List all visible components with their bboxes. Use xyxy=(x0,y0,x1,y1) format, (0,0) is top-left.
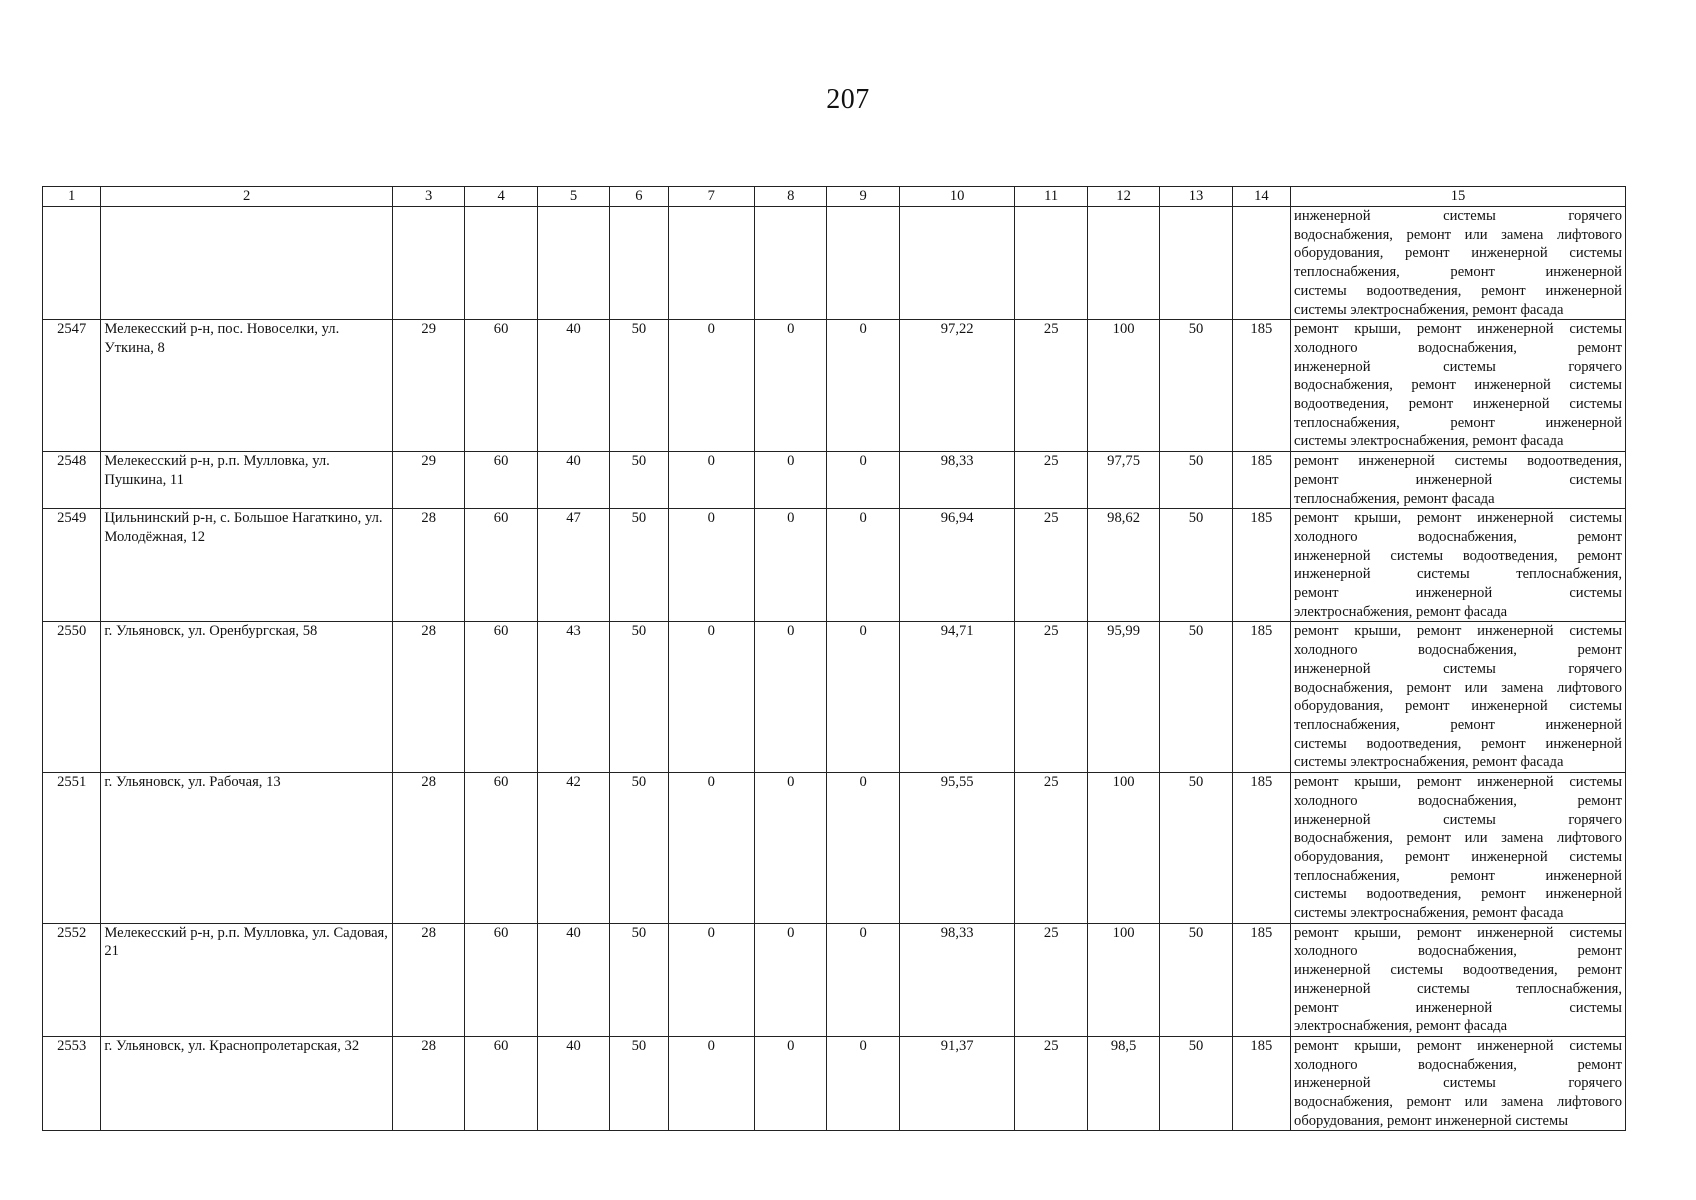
table-row xyxy=(43,320,1626,452)
description-line: ремонт крыши, ремонт инженерной системы xyxy=(1294,510,1622,527)
cell-col-4: 60 xyxy=(465,622,537,773)
cell-col-13: 50 xyxy=(1160,509,1232,622)
description-line xyxy=(1294,471,1622,490)
description-line xyxy=(1294,867,1622,886)
cell-col-14: 185 xyxy=(1232,923,1290,1036)
cell-col-9: 0 xyxy=(827,773,899,924)
cell-col-11: 25 xyxy=(1015,1036,1087,1131)
cell-col-6: 50 xyxy=(610,622,668,773)
description-word: холодного xyxy=(1294,528,1358,545)
column-number-6: 6 xyxy=(610,187,668,207)
description-word: инженерной xyxy=(1545,264,1622,281)
cell-col-12: 98,62 xyxy=(1087,509,1159,622)
description-word: инженерной xyxy=(1294,208,1371,224)
description-word: ремонт xyxy=(1294,999,1339,1016)
cell-row-number: 2547 xyxy=(43,320,101,452)
cell-col-7: 0 xyxy=(668,923,754,1036)
column-number-5: 5 xyxy=(537,187,609,207)
cell-col-8: 0 xyxy=(755,923,827,1036)
description-word: инженерной xyxy=(1294,358,1371,375)
description-word: инженерной xyxy=(1545,716,1622,733)
description-word: ремонт xyxy=(1450,264,1495,281)
description-word: холодного xyxy=(1294,642,1358,659)
description-line: системы водоотведения, ремонт инженерной xyxy=(1294,735,1622,752)
description-line: ремонт крыши, ремонт инженерной системы xyxy=(1294,924,1622,941)
description-word: теплоснабжения, xyxy=(1294,264,1400,281)
description-word: ремонт xyxy=(1577,943,1622,960)
cell-row-number: 2553 xyxy=(43,1036,101,1131)
description-line xyxy=(1294,660,1622,679)
cell-col-3: 28 xyxy=(392,923,464,1036)
description-word: системы xyxy=(1443,660,1496,677)
description-word: ремонт xyxy=(1450,867,1495,884)
cell-row-number: 2548 xyxy=(43,452,101,509)
cell-col-8: 0 xyxy=(755,509,827,622)
description-word: горячего xyxy=(1568,1075,1622,1092)
cell-address: Мелекесский р-н, р.п. Мулловка, ул. Садовая, 21 xyxy=(101,923,393,1036)
description-word: системы xyxy=(1443,1075,1496,1092)
description-word: теплоснабжения, xyxy=(1516,566,1622,583)
column-number-11: 11 xyxy=(1015,187,1087,207)
cell-row-number: 2551 xyxy=(43,773,101,924)
cell-col-6 xyxy=(610,207,668,320)
description-word: ремонт xyxy=(1294,471,1339,488)
column-number-7: 7 xyxy=(668,187,754,207)
cell-col-5 xyxy=(537,207,609,320)
cell-col-6: 50 xyxy=(610,452,668,509)
cell-col-12: 100 xyxy=(1087,320,1159,452)
cell-work-description xyxy=(1291,773,1626,924)
description-word: водоснабжения, xyxy=(1418,642,1517,659)
cell-address xyxy=(101,207,393,320)
cell-col-11: 25 xyxy=(1015,509,1087,622)
column-number-3: 3 xyxy=(392,187,464,207)
description-line: ремонт крыши, ремонт инженерной системы xyxy=(1294,321,1622,338)
cell-address: Цильнинский р-н, с. Большое Нагаткино, ул. Молодёжная, 12 xyxy=(101,509,393,622)
description-word: инженерной xyxy=(1294,980,1371,997)
description-word: теплоснабжения, xyxy=(1294,716,1400,733)
cell-col-10: 98,33 xyxy=(899,452,1015,509)
cell-col-12: 95,99 xyxy=(1087,622,1159,773)
cell-col-7 xyxy=(668,207,754,320)
cell-col-10: 94,71 xyxy=(899,622,1015,773)
table-row xyxy=(43,622,1626,773)
column-number-12: 12 xyxy=(1087,187,1159,207)
description-line: ремонт крыши, ремонт инженерной системы xyxy=(1294,623,1622,640)
table-row xyxy=(43,207,1626,320)
column-number-14: 14 xyxy=(1232,187,1290,207)
description-word: горячего xyxy=(1568,811,1622,828)
cell-col-9: 0 xyxy=(827,509,899,622)
cell-col-8: 0 xyxy=(755,1036,827,1131)
description-line: системы электроснабжения, ремонт фасада xyxy=(1294,301,1564,318)
description-line xyxy=(1294,584,1622,603)
description-word: инженерной xyxy=(1294,566,1371,583)
cell-col-4: 60 xyxy=(465,1036,537,1131)
cell-col-12: 100 xyxy=(1087,773,1159,924)
description-word: горячего xyxy=(1568,358,1622,375)
repair-table xyxy=(42,186,1626,1131)
cell-col-11: 25 xyxy=(1015,773,1087,924)
description-word: инженерной xyxy=(1294,811,1371,828)
description-word: теплоснабжения, xyxy=(1294,867,1400,884)
cell-address: г. Ульяновск, ул. Краснопролетарская, 32 xyxy=(101,1036,393,1131)
cell-col-7: 0 xyxy=(668,509,754,622)
cell-col-10: 95,55 xyxy=(899,773,1015,924)
description-line xyxy=(1294,980,1622,999)
description-word: ремонт xyxy=(1577,1056,1622,1073)
cell-col-5: 40 xyxy=(537,320,609,452)
cell-address: г. Ульяновск, ул. Оренбургская, 58 xyxy=(101,622,393,773)
description-word: инженерной xyxy=(1415,585,1493,602)
cell-col-13: 50 xyxy=(1160,923,1232,1036)
cell-work-description xyxy=(1291,1036,1626,1131)
description-line: системы электроснабжения, ремонт фасада xyxy=(1294,433,1564,450)
description-line: оборудования, ремонт инженерной системы xyxy=(1294,698,1622,715)
description-word: системы xyxy=(1569,999,1622,1016)
description-line: ремонт крыши, ремонт инженерной системы xyxy=(1294,774,1622,791)
description-word: водоснабжения, xyxy=(1418,792,1517,809)
cell-work-description xyxy=(1291,320,1626,452)
cell-col-9: 0 xyxy=(827,622,899,773)
description-line: электроснабжения, ремонт фасада xyxy=(1294,1018,1508,1035)
description-line xyxy=(1294,528,1622,547)
table-row xyxy=(43,923,1626,1036)
description-line: водоснабжения, ремонт инженерной системы xyxy=(1294,377,1622,394)
description-line xyxy=(1294,565,1622,584)
cell-col-4: 60 xyxy=(465,452,537,509)
cell-col-7: 0 xyxy=(668,622,754,773)
cell-col-3: 28 xyxy=(392,622,464,773)
cell-col-3: 29 xyxy=(392,320,464,452)
description-word: инженерной xyxy=(1415,999,1493,1016)
description-line xyxy=(1294,263,1622,282)
column-number-10: 10 xyxy=(899,187,1015,207)
cell-col-6: 50 xyxy=(610,923,668,1036)
cell-col-14: 185 xyxy=(1232,320,1290,452)
cell-row-number: 2552 xyxy=(43,923,101,1036)
description-word: инженерной xyxy=(1415,471,1493,488)
cell-col-14: 185 xyxy=(1232,509,1290,622)
cell-col-12: 100 xyxy=(1087,923,1159,1036)
description-word: ремонт xyxy=(1577,642,1622,659)
description-line xyxy=(1294,414,1622,433)
description-word: инженерной xyxy=(1294,660,1371,677)
description-word: инженерной xyxy=(1294,1075,1371,1092)
cell-row-number xyxy=(43,207,101,320)
cell-col-11: 25 xyxy=(1015,622,1087,773)
description-word: горячего xyxy=(1568,208,1622,224)
cell-col-13: 50 xyxy=(1160,452,1232,509)
description-word: системы xyxy=(1569,585,1622,602)
cell-col-13: 50 xyxy=(1160,1036,1232,1131)
cell-col-8: 0 xyxy=(755,452,827,509)
description-word: теплоснабжения, xyxy=(1516,980,1622,997)
cell-col-3: 28 xyxy=(392,773,464,924)
cell-address: г. Ульяновск, ул. Рабочая, 13 xyxy=(101,773,393,924)
cell-work-description xyxy=(1291,923,1626,1036)
cell-col-11 xyxy=(1015,207,1087,320)
table-row xyxy=(43,509,1626,622)
cell-col-14: 185 xyxy=(1232,622,1290,773)
description-word: ремонт xyxy=(1450,414,1495,431)
page-number: 207 xyxy=(826,84,870,115)
description-line: ремонт инженерной системы водоотведения, xyxy=(1294,453,1622,470)
description-line: системы электроснабжения, ремонт фасада xyxy=(1294,905,1564,922)
cell-col-12: 97,75 xyxy=(1087,452,1159,509)
cell-col-11: 25 xyxy=(1015,320,1087,452)
column-number-9: 9 xyxy=(827,187,899,207)
column-number-1: 1 xyxy=(43,187,101,207)
description-word: системы xyxy=(1443,811,1496,828)
description-word: системы xyxy=(1443,358,1496,375)
cell-col-11: 25 xyxy=(1015,452,1087,509)
description-line xyxy=(1294,999,1622,1018)
cell-col-7: 0 xyxy=(668,1036,754,1131)
cell-col-9: 0 xyxy=(827,1036,899,1131)
cell-col-13: 50 xyxy=(1160,622,1232,773)
description-line xyxy=(1294,339,1622,358)
cell-col-10 xyxy=(899,207,1015,320)
cell-col-3: 28 xyxy=(392,1036,464,1131)
cell-col-5: 40 xyxy=(537,1036,609,1131)
cell-col-14: 185 xyxy=(1232,773,1290,924)
cell-col-5: 47 xyxy=(537,509,609,622)
cell-col-5: 42 xyxy=(537,773,609,924)
table-row xyxy=(43,1036,1626,1131)
description-line xyxy=(1294,792,1622,811)
description-line: теплоснабжения, ремонт фасада xyxy=(1294,490,1495,507)
description-line xyxy=(1294,641,1622,660)
cell-col-14: 185 xyxy=(1232,1036,1290,1131)
description-word: системы xyxy=(1417,566,1470,583)
column-number-15: 15 xyxy=(1291,187,1626,207)
cell-col-4: 60 xyxy=(465,320,537,452)
description-line: ремонт крыши, ремонт инженерной системы xyxy=(1294,1037,1622,1054)
cell-col-6: 50 xyxy=(610,509,668,622)
cell-col-9 xyxy=(827,207,899,320)
cell-col-13: 50 xyxy=(1160,320,1232,452)
table-row xyxy=(43,452,1626,509)
description-line: системы водоотведения, ремонт инженерной xyxy=(1294,282,1622,299)
table-body xyxy=(43,187,1626,1131)
description-line xyxy=(1294,1074,1622,1093)
cell-work-description xyxy=(1291,207,1626,320)
description-line: инженерной системы водоотведения, ремонт xyxy=(1294,962,1622,979)
cell-col-12: 98,5 xyxy=(1087,1036,1159,1131)
cell-col-8 xyxy=(755,207,827,320)
cell-col-14: 185 xyxy=(1232,452,1290,509)
column-number-2: 2 xyxy=(101,187,393,207)
cell-col-6: 50 xyxy=(610,320,668,452)
cell-work-description xyxy=(1291,452,1626,509)
description-line: водоотведения, ремонт инженерной системы xyxy=(1294,396,1622,413)
description-word: водоснабжения, xyxy=(1418,339,1517,356)
cell-col-4: 60 xyxy=(465,509,537,622)
cell-col-10: 97,22 xyxy=(899,320,1015,452)
description-word: водоснабжения, xyxy=(1418,943,1517,960)
cell-col-3: 29 xyxy=(392,452,464,509)
description-line: электроснабжения, ремонт фасада xyxy=(1294,603,1508,620)
cell-col-13: 50 xyxy=(1160,773,1232,924)
description-line xyxy=(1294,716,1622,735)
description-line xyxy=(1294,358,1622,377)
description-word: водоснабжения, xyxy=(1418,528,1517,545)
description-line xyxy=(1294,1056,1622,1075)
description-line: оборудования, ремонт инженерной системы xyxy=(1294,1112,1568,1129)
cell-col-8: 0 xyxy=(755,320,827,452)
cell-col-3: 28 xyxy=(392,509,464,622)
description-line: оборудования, ремонт инженерной системы xyxy=(1294,848,1622,865)
cell-col-8: 0 xyxy=(755,622,827,773)
description-line: водоснабжения, ремонт или замена лифтового xyxy=(1294,226,1622,243)
cell-row-number: 2550 xyxy=(43,622,101,773)
description-word: холодного xyxy=(1294,1056,1358,1073)
description-word: теплоснабжения, xyxy=(1294,414,1400,431)
description-word: системы xyxy=(1569,471,1622,488)
description-word: горячего xyxy=(1568,660,1622,677)
description-word: ремонт xyxy=(1577,339,1622,356)
cell-col-3 xyxy=(392,207,464,320)
cell-col-4: 60 xyxy=(465,773,537,924)
cell-col-9: 0 xyxy=(827,923,899,1036)
cell-col-9: 0 xyxy=(827,452,899,509)
description-line xyxy=(1294,942,1622,961)
description-word: системы xyxy=(1443,208,1496,224)
cell-col-5: 40 xyxy=(537,452,609,509)
cell-work-description xyxy=(1291,509,1626,622)
cell-address: Мелекесский р-н, пос. Новоселки, ул. Уткина, 8 xyxy=(101,320,393,452)
column-number-4: 4 xyxy=(465,187,537,207)
description-word: инженерной xyxy=(1545,414,1622,431)
cell-col-11: 25 xyxy=(1015,923,1087,1036)
cell-col-10: 96,94 xyxy=(899,509,1015,622)
cell-col-12 xyxy=(1087,207,1159,320)
description-word: водоснабжения, xyxy=(1418,1056,1517,1073)
cell-col-7: 0 xyxy=(668,320,754,452)
cell-col-7: 0 xyxy=(668,452,754,509)
description-word: ремонт xyxy=(1450,716,1495,733)
cell-col-8: 0 xyxy=(755,773,827,924)
description-line: оборудования, ремонт инженерной системы xyxy=(1294,245,1622,262)
description-word: холодного xyxy=(1294,339,1358,356)
cell-col-10: 91,37 xyxy=(899,1036,1015,1131)
cell-col-14 xyxy=(1232,207,1290,320)
description-line: системы водоотведения, ремонт инженерной xyxy=(1294,886,1622,903)
cell-col-4: 60 xyxy=(465,923,537,1036)
cell-col-6: 50 xyxy=(610,1036,668,1131)
cell-col-4 xyxy=(465,207,537,320)
description-line xyxy=(1294,811,1622,830)
description-line: инженерной системы водоотведения, ремонт xyxy=(1294,547,1622,564)
description-word: ремонт xyxy=(1294,585,1339,602)
description-line xyxy=(1294,207,1622,226)
cell-col-7: 0 xyxy=(668,773,754,924)
cell-col-9: 0 xyxy=(827,320,899,452)
description-word: инженерной xyxy=(1545,867,1622,884)
cell-col-13 xyxy=(1160,207,1232,320)
cell-col-10: 98,33 xyxy=(899,923,1015,1036)
table-row xyxy=(43,773,1626,924)
description-word: холодного xyxy=(1294,943,1358,960)
cell-row-number: 2549 xyxy=(43,509,101,622)
description-word: холодного xyxy=(1294,792,1358,809)
description-line: водоснабжения, ремонт или замена лифтового xyxy=(1294,1094,1622,1111)
column-number-13: 13 xyxy=(1160,187,1232,207)
description-line: водоснабжения, ремонт или замена лифтового xyxy=(1294,830,1622,847)
description-line: водоснабжения, ремонт или замена лифтового xyxy=(1294,679,1622,696)
description-line: системы электроснабжения, ремонт фасада xyxy=(1294,754,1564,771)
column-number-8: 8 xyxy=(755,187,827,207)
description-word: ремонт xyxy=(1577,792,1622,809)
cell-col-5: 43 xyxy=(537,622,609,773)
cell-col-5: 40 xyxy=(537,923,609,1036)
description-word: ремонт xyxy=(1577,528,1622,545)
cell-work-description xyxy=(1291,622,1626,773)
description-word: системы xyxy=(1417,980,1470,997)
column-number-row xyxy=(43,187,1626,207)
cell-col-6: 50 xyxy=(610,773,668,924)
cell-address: Мелекесский р-н, р.п. Мулловка, ул. Пушкина, 11 xyxy=(101,452,393,509)
